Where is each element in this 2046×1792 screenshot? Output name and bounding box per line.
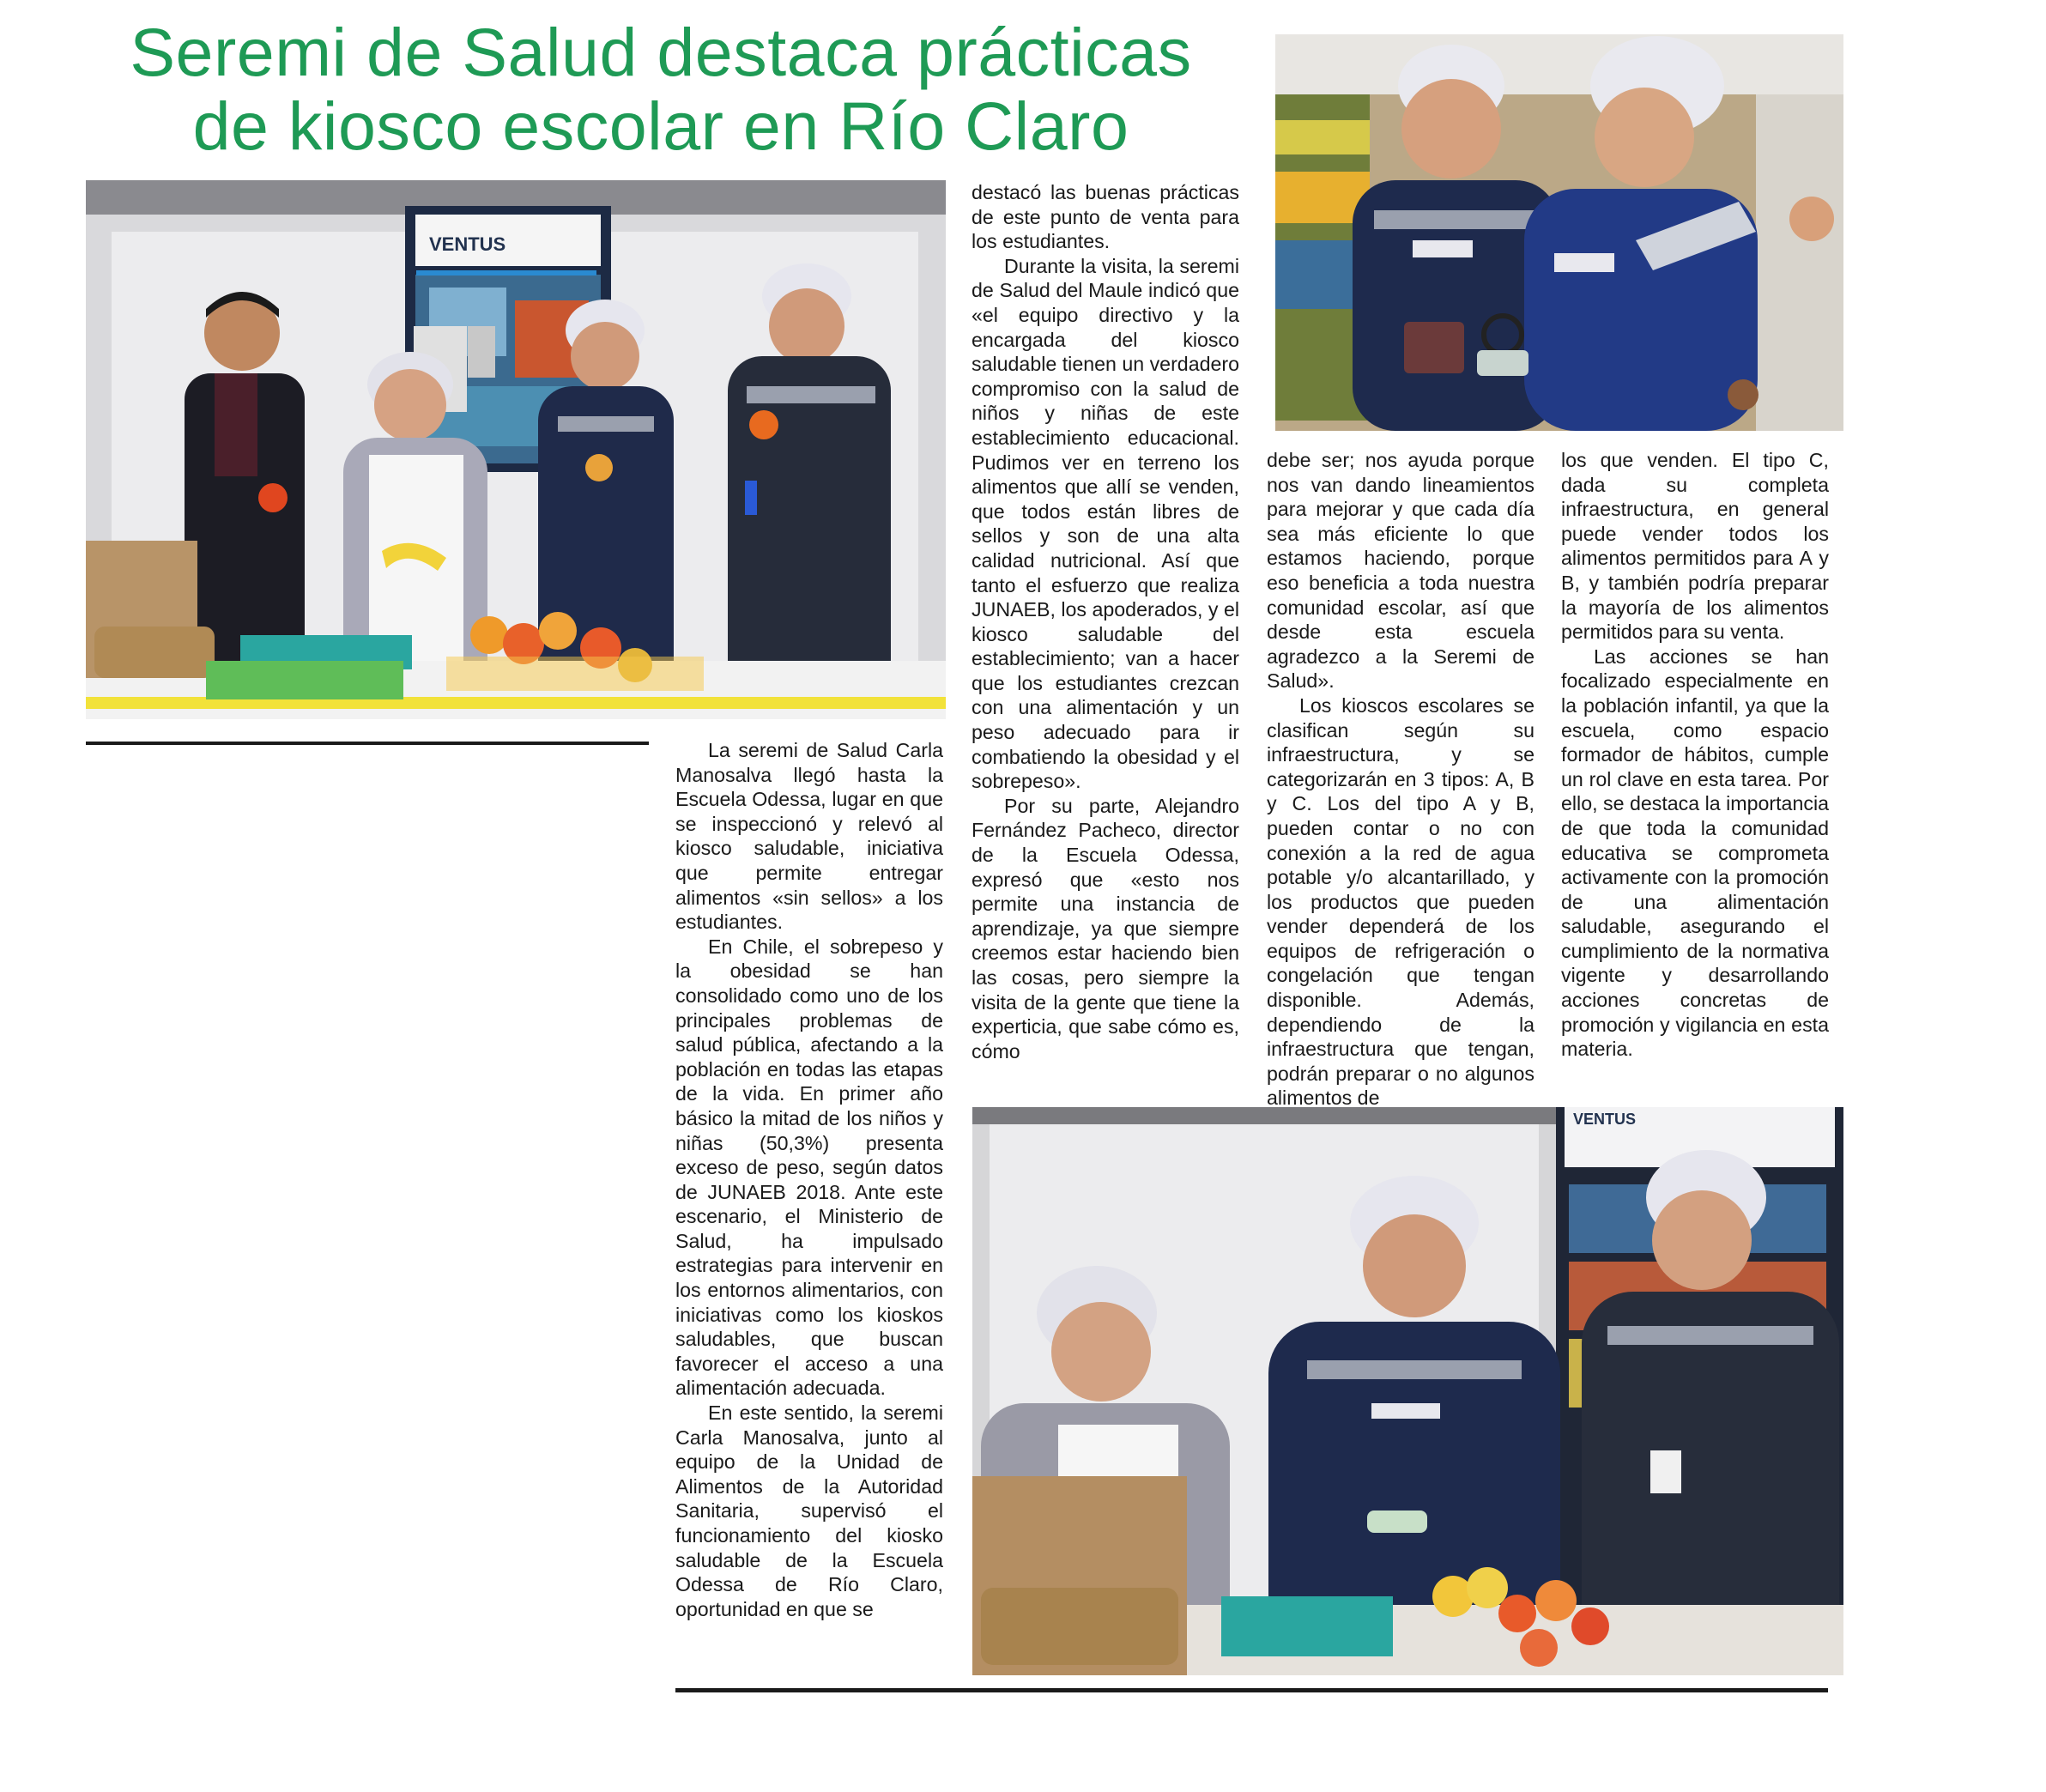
col3-paragraph-1: debe ser; nos ayuda porque nos van dando lineamientos para mejorar y que cada día sea más eficiente lo que estamos haciendo, porque eso beneficia a toda nuestra comunidad escolar, así que desde esta escuela agradezco a la Seremi de Salud». — [1267, 449, 1534, 693]
col3-paragraph-2: Los kioscos escolares se clasifican según su infraestructura, y se categorizarán en 3 tipos: A, B y C. Los del tipo A y B, pueden contar o no con conexión a la red de agua potable y/o alcantarillado, y los productos que pueden vender dependerá de los equipos de refrigeración o congelación que tengan disponible. Además, dependiendo de la infraestructura que tengan, podrán preparar o no algunos alimentos de — [1267, 693, 1534, 1110]
photo-counter-inspection — [972, 1107, 1843, 1675]
col4-paragraph-2: Las acciones se han focalizado especialmente en la población infantil, ya que la escuela, como espacio formador de hábitos, cumple un rol clave en esta tarea. Por ello, se destaca la importancia de que toda la comunidad educativa se comprometa activamente con la promoción de una alimentación saludable, asegurando el cumplimiento de la normativa vigente y desarrollando acciones concretas de promoción y vigilancia en esta materia. — [1561, 645, 1829, 1061]
headline: Seremi de Salud destaca prácticas de kiosco escolar en Río Claro — [130, 14, 1192, 164]
col2-paragraph-3: Por su parte, Alejandro Fernández Pacheco, director de la Escuela Odessa, expresó que «esto nos permite una instancia de aprendizaje, ya que siempre creemos estar haciendo bien las cosas, pero siempre la visita de la gente que tiene la experticia, que sabe cómo es, cómo — [972, 794, 1239, 1062]
col2-paragraph-2: Durante la visita, la seremi de Salud del Maule indicó que «el equipo directivo y la encargada del kiosco saludable tienen un verdadero compromiso con la salud de niños y niñas de este establecimiento educacional. Pudimos ver en terreno los alimentos que allí se venden, que todos están libres de sellos y son de una alta calidad nutricional. Así que tanto el esfuerzo que realiza JUNAEB, los apoderados, y el kiosco saludable del establecimiento; van a hacer que los estudiantes crezcan con una alimentación y un peso adecuado para ir combatiendo la obesidad y el sobrepeso». — [972, 254, 1239, 793]
fridge-brand-label-2: VENTUS — [1573, 1111, 1637, 1128]
col1-paragraph-3: En este sentido, la seremi Carla Manosalva, junto al equipo de la Unidad de Alimentos de la Autoridad Sanitaria, supervisó el funcionamiento del kiosko saludable de la Escuela Odessa de Río Claro, oportunidad en que se — [675, 1402, 943, 1620]
article-column-2 — [972, 180, 1239, 1063]
article-column-1 — [675, 738, 943, 1621]
photo-inspectors-closeup — [1275, 34, 1843, 431]
photo-group-kiosk — [86, 180, 946, 719]
bottom-rule — [675, 1688, 1828, 1692]
col2-paragraph-1: destacó las buenas prácticas de este punto de venta para los estudiantes. — [972, 181, 1239, 253]
article-column-4 — [1561, 448, 1829, 1062]
fridge-brand-label: VENTUS — [429, 233, 506, 255]
article-column-3 — [1267, 448, 1534, 1111]
col1-paragraph-2: En Chile, el sobrepeso y la obesidad se han consolidado como uno de los principales problemas de salud pública, afectando a la población en todas las etapas de la vida. En primer año básico la mitad de los niños y niñas (50,3%) presenta exceso de peso, según datos de JUNAEB 2018. Ante este escenario, el Ministerio de Salud, ha impulsado estrategias para intervenir en los entornos alimentarios, con iniciativas como los kioskos saludables, que buscan favorecer el acceso a una alimentación adecuada. — [675, 935, 943, 1400]
left-column-rule — [86, 742, 649, 745]
col1-paragraph-1: La seremi de Salud Carla Manosalva llegó hasta la Escuela Odessa, lugar en que se inspeccionó y relevó al kiosco saludable, iniciativa que permite entregar alimentos «sin sellos» a los estudiantes. — [675, 739, 943, 934]
col4-paragraph-1: los que venden. El tipo C, dada su completa infraestructura, en general puede vender todos los alimentos permitidos para A y B, y también podría preparar la mayoría de los alimentos permitidos para su venta. — [1561, 449, 1829, 644]
